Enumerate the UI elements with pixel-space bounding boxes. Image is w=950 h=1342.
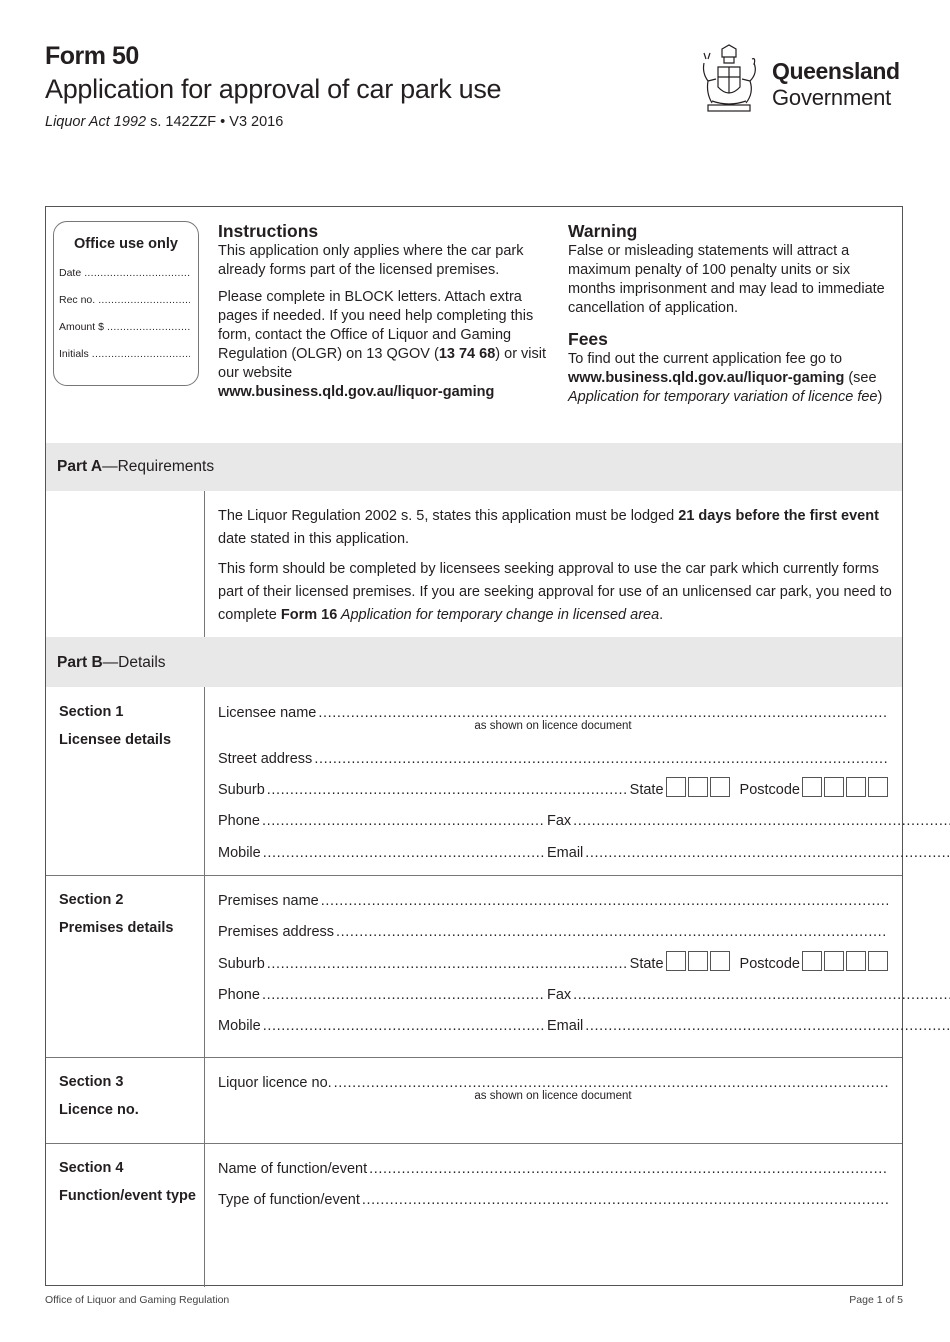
phone-field[interactable] (262, 813, 544, 829)
page-title: Application for approval of car park use (45, 74, 502, 104)
mobile-email-row (218, 841, 888, 861)
field-label: Mobile (218, 1018, 261, 1034)
mobile-email-row (218, 1014, 888, 1034)
requirements-para-2 (218, 558, 898, 627)
text: date stated in this application. (218, 531, 410, 547)
field-label: Date (59, 267, 82, 279)
field-label: Licensee name (218, 705, 317, 721)
premises-name-field[interactable] (218, 889, 888, 909)
suburb-state-postcode-row (218, 778, 888, 798)
footer-organisation: Office of Liquor and Gaming Regulation (45, 1294, 230, 1306)
suburb-state-postcode-row (218, 952, 888, 972)
text: (see (844, 370, 877, 386)
suburb-field[interactable] (267, 956, 628, 972)
section-2-label (59, 886, 173, 942)
warning-text: False or misleading statements will attract a maximum penalty of 100 penalty units or six months imprisonment and may lead to immediate cancellation of application. (568, 243, 885, 316)
fees-heading: Fees (568, 329, 608, 349)
office-amount-field (59, 321, 190, 333)
postcode-label: Postcode (739, 782, 800, 798)
queensland-coat-of-arms-icon (698, 43, 760, 115)
event-name-field[interactable] (218, 1157, 888, 1177)
email-field[interactable] (585, 845, 950, 861)
office-rec-no-field (59, 294, 190, 306)
form-citation (45, 114, 283, 130)
text: Please complete in BLOCK letters. Attach extra pages if needed. If you need help completing this form, contact the Office of Liquor and Gaming Regulation (OLGR) on 13 QGOV ( (218, 289, 534, 362)
field-label: Fax (547, 813, 572, 829)
field-label: Email (547, 845, 584, 861)
form-number: Form 50 (45, 42, 139, 70)
phone-fax-row (218, 809, 888, 829)
field-label: Initials (59, 348, 89, 360)
field-label: Premises name (218, 893, 319, 909)
part-a-header (46, 443, 902, 491)
form-name: Application for temporary change in licensed area (337, 607, 660, 623)
divider (204, 687, 205, 1287)
text: To find out the current application fee go to (568, 351, 843, 367)
email-field[interactable] (585, 1018, 950, 1034)
fax-field[interactable] (573, 813, 950, 829)
field-label: Name of function/event (218, 1161, 368, 1177)
section-name: Licensee details (59, 732, 172, 748)
divider (46, 1057, 902, 1058)
section-number: Section 2 (59, 892, 124, 908)
field-label: Email (547, 1018, 584, 1034)
premises-address-field[interactable] (218, 920, 888, 940)
section-name: Premises details (59, 920, 174, 936)
requirements-para-1 (218, 505, 898, 551)
warning-block (568, 221, 898, 407)
fees-text (568, 350, 898, 407)
phone-field[interactable] (262, 987, 544, 1003)
fee-name: Application for temporary variation of licence fee (568, 389, 878, 405)
postcode-boxes[interactable] (802, 951, 888, 971)
field-label: Mobile (218, 845, 261, 861)
warning-heading: Warning (568, 221, 638, 241)
licensee-name-hint: as shown on licence document (474, 720, 632, 732)
divider (204, 491, 205, 637)
state-boxes[interactable] (666, 777, 732, 797)
field-label: Rec no. (59, 294, 96, 306)
section-number: Section 1 (59, 704, 124, 720)
section-number: Section 4 (59, 1160, 124, 1176)
office-use-title: Office use only (74, 236, 178, 252)
part-label: Part A (57, 458, 103, 475)
suburb-field[interactable] (267, 782, 628, 798)
section-3-label (59, 1068, 139, 1124)
section-number: Section 3 (59, 1074, 124, 1090)
text: . (659, 607, 664, 623)
state-label: State (629, 782, 664, 798)
field-label: Phone (218, 987, 260, 1003)
field-label: Suburb (218, 782, 265, 798)
text: The Liquor Regulation 2002 s. 5, states this application must be lodged (218, 508, 679, 524)
field-label: Amount $ (59, 321, 104, 333)
website-link[interactable]: www.business.qld.gov.au/liquor-gaming (218, 384, 495, 400)
deadline: 21 days before the first event (678, 508, 879, 524)
section-1-label (59, 698, 171, 754)
mobile-field[interactable] (263, 845, 544, 861)
instructions-block (218, 221, 553, 402)
act-name: Liquor Act 1992 (45, 114, 147, 130)
section-version: s. 142ZZF • V3 2016 (146, 114, 284, 130)
logo-line-1: Queensland (772, 58, 900, 84)
event-type-field[interactable] (218, 1188, 888, 1208)
instructions-para-1: This application only applies where the car park already forms part of the licensed premises. (218, 243, 524, 278)
postcode-boxes[interactable] (802, 777, 888, 797)
form-reference: Form 16 (280, 607, 338, 623)
text: ) (877, 389, 883, 405)
licensee-name-field[interactable] (218, 701, 888, 721)
text: This form should be completed by licensees seeking approval to use the car park which currently forms part of their licensed premises. If you are seeking approval for use of an unlicensed car park, you need to complete (218, 561, 892, 623)
section-name: Licence no. (59, 1102, 139, 1118)
street-address-field[interactable] (218, 747, 888, 767)
office-date-field (59, 267, 190, 279)
field-label: Fax (547, 987, 572, 1003)
field-label: Type of function/event (218, 1192, 360, 1208)
field-label: Street address (218, 751, 313, 767)
postcode-label: Postcode (739, 956, 800, 972)
state-boxes[interactable] (666, 951, 732, 971)
phone-number: 13 74 68 (438, 346, 496, 362)
fax-field[interactable] (573, 987, 950, 1003)
part-label: Part B (57, 654, 103, 671)
field-label: Premises address (218, 924, 335, 940)
form-body (45, 206, 903, 1286)
queensland-government-logo (698, 43, 908, 115)
page-number: Page 1 of 5 (849, 1294, 903, 1306)
fees-website-link[interactable]: www.business.qld.gov.au/liquor-gaming (568, 370, 845, 386)
instructions-para-2 (218, 288, 553, 402)
section-4-label (59, 1154, 196, 1210)
liquor-licence-no-field[interactable] (218, 1071, 888, 1091)
state-label: State (629, 956, 664, 972)
part-title: —Requirements (102, 458, 215, 475)
field-label: Liquor licence no. (218, 1075, 332, 1091)
instructions-heading: Instructions (218, 221, 319, 241)
mobile-field[interactable] (263, 1018, 544, 1034)
licence-no-hint: as shown on licence document (474, 1090, 632, 1102)
logo-line-2: Government (772, 85, 892, 110)
phone-fax-row (218, 983, 888, 1003)
office-use-box (53, 221, 199, 386)
divider (46, 1143, 902, 1144)
field-label: Suburb (218, 956, 265, 972)
part-title: —Details (102, 654, 166, 671)
part-b-header (46, 637, 902, 687)
text: ) or visit our website (218, 346, 547, 381)
field-label: Phone (218, 813, 260, 829)
divider (46, 875, 902, 876)
office-initials-field (59, 348, 190, 360)
section-name: Function/event type (59, 1188, 196, 1204)
